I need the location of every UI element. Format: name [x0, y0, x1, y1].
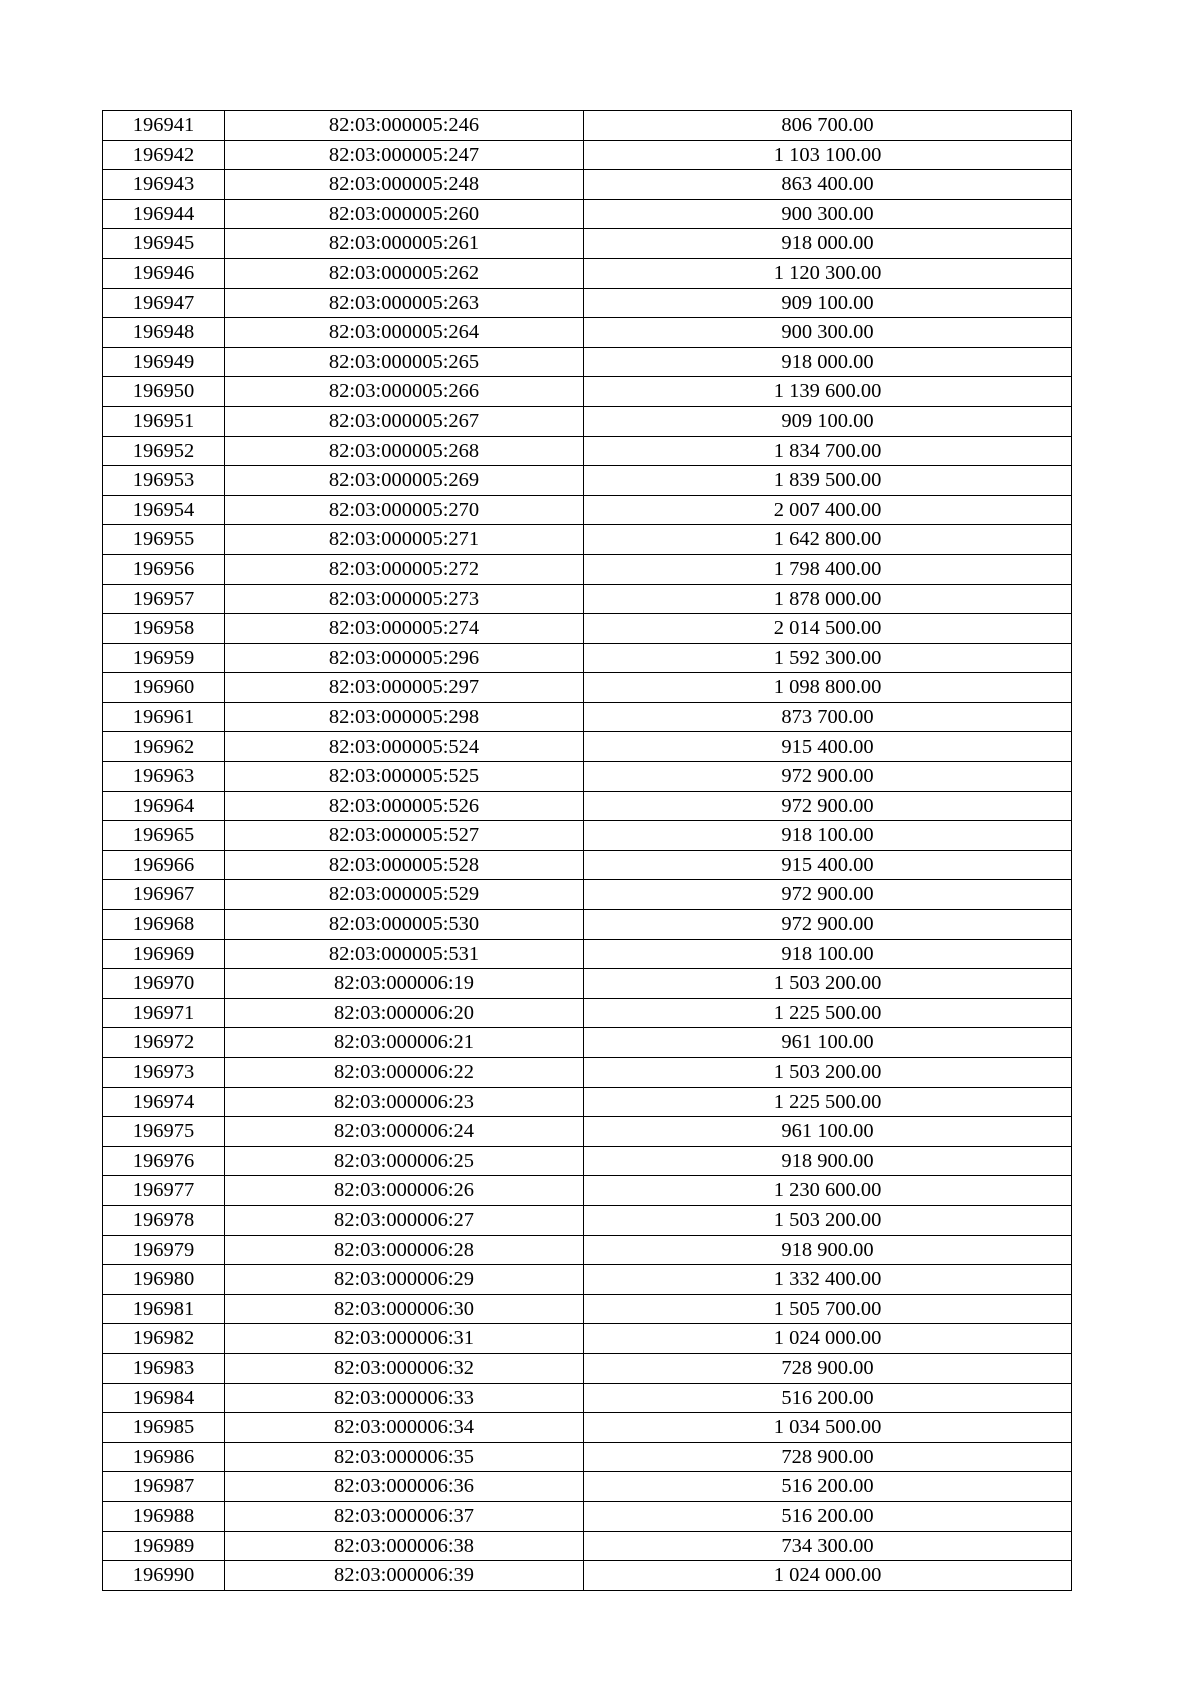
cadastral-value-cell: 1 642 800.00: [584, 525, 1072, 555]
cadastral-value-cell: 1 503 200.00: [584, 969, 1072, 999]
table-row: [103, 436, 1072, 466]
table-row: [103, 1472, 1072, 1502]
row-number-cell: 196972: [103, 1028, 225, 1058]
cadastral-number-cell: 82:03:000006:21: [225, 1028, 584, 1058]
table-row: [103, 1117, 1072, 1147]
table-row: [103, 1087, 1072, 1117]
row-number-cell: 196945: [103, 229, 225, 259]
row-number-cell: 196981: [103, 1294, 225, 1324]
cadastral-value-cell: 516 200.00: [584, 1383, 1072, 1413]
cadastral-value-cell: 873 700.00: [584, 702, 1072, 732]
cadastral-number-cell: 82:03:000005:524: [225, 732, 584, 762]
table-row: [103, 880, 1072, 910]
row-number-cell: 196946: [103, 258, 225, 288]
table-row: [103, 111, 1072, 141]
cadastral-value-cell: 1 103 100.00: [584, 140, 1072, 170]
row-number-cell: 196968: [103, 910, 225, 940]
table-row: [103, 702, 1072, 732]
row-number-cell: 196962: [103, 732, 225, 762]
cadastral-value-table: [102, 110, 1072, 1591]
cadastral-value-cell: 1 034 500.00: [584, 1413, 1072, 1443]
table-row: [103, 643, 1072, 673]
cadastral-value-cell: 1 024 000.00: [584, 1561, 1072, 1591]
cadastral-value-cell: 972 900.00: [584, 910, 1072, 940]
cadastral-value-cell: 918 100.00: [584, 939, 1072, 969]
cadastral-value-cell: 900 300.00: [584, 199, 1072, 229]
row-number-cell: 196950: [103, 377, 225, 407]
cadastral-value-cell: 918 900.00: [584, 1235, 1072, 1265]
cadastral-value-cell: 1 592 300.00: [584, 643, 1072, 673]
cadastral-value-cell: 972 900.00: [584, 762, 1072, 792]
cadastral-number-cell: 82:03:000005:527: [225, 821, 584, 851]
row-number-cell: 196955: [103, 525, 225, 555]
table-row: [103, 140, 1072, 170]
table-row: [103, 1501, 1072, 1531]
cadastral-number-cell: 82:03:000005:270: [225, 495, 584, 525]
cadastral-number-cell: 82:03:000006:22: [225, 1058, 584, 1088]
cadastral-value-cell: 918 000.00: [584, 229, 1072, 259]
cadastral-number-cell: 82:03:000006:33: [225, 1383, 584, 1413]
table-row: [103, 347, 1072, 377]
cadastral-value-cell: 516 200.00: [584, 1501, 1072, 1531]
cadastral-number-cell: 82:03:000005:248: [225, 170, 584, 200]
cadastral-number-cell: 82:03:000006:28: [225, 1235, 584, 1265]
cadastral-number-cell: 82:03:000006:37: [225, 1501, 584, 1531]
cadastral-number-cell: 82:03:000006:31: [225, 1324, 584, 1354]
row-number-cell: 196954: [103, 495, 225, 525]
cadastral-number-cell: 82:03:000005:264: [225, 318, 584, 348]
table-row: [103, 318, 1072, 348]
row-number-cell: 196976: [103, 1146, 225, 1176]
cadastral-number-cell: 82:03:000005:272: [225, 554, 584, 584]
row-number-cell: 196949: [103, 347, 225, 377]
table-row: [103, 732, 1072, 762]
cadastral-number-cell: 82:03:000006:27: [225, 1205, 584, 1235]
row-number-cell: 196957: [103, 584, 225, 614]
table-row: [103, 466, 1072, 496]
cadastral-number-cell: 82:03:000006:20: [225, 998, 584, 1028]
cadastral-number-cell: 82:03:000006:35: [225, 1442, 584, 1472]
cadastral-value-cell: 1 503 200.00: [584, 1205, 1072, 1235]
row-number-cell: 196964: [103, 791, 225, 821]
cadastral-value-cell: 1 120 300.00: [584, 258, 1072, 288]
row-number-cell: 196979: [103, 1235, 225, 1265]
cadastral-number-cell: 82:03:000006:34: [225, 1413, 584, 1443]
table-row: [103, 791, 1072, 821]
cadastral-value-cell: 900 300.00: [584, 318, 1072, 348]
row-number-cell: 196990: [103, 1561, 225, 1591]
cadastral-number-cell: 82:03:000006:29: [225, 1265, 584, 1295]
row-number-cell: 196969: [103, 939, 225, 969]
row-number-cell: 196952: [103, 436, 225, 466]
table-row: [103, 1442, 1072, 1472]
row-number-cell: 196980: [103, 1265, 225, 1295]
row-number-cell: 196944: [103, 199, 225, 229]
table-row: [103, 1058, 1072, 1088]
cadastral-value-cell: 909 100.00: [584, 288, 1072, 318]
cadastral-number-cell: 82:03:000005:525: [225, 762, 584, 792]
cadastral-value-cell: 2 014 500.00: [584, 614, 1072, 644]
row-number-cell: 196948: [103, 318, 225, 348]
cadastral-value-cell: 734 300.00: [584, 1531, 1072, 1561]
cadastral-value-cell: 2 007 400.00: [584, 495, 1072, 525]
cadastral-value-cell: 1 024 000.00: [584, 1324, 1072, 1354]
cadastral-number-cell: 82:03:000005:297: [225, 673, 584, 703]
cadastral-number-cell: 82:03:000005:269: [225, 466, 584, 496]
row-number-cell: 196958: [103, 614, 225, 644]
cadastral-number-cell: 82:03:000006:36: [225, 1472, 584, 1502]
table-row: [103, 1265, 1072, 1295]
cadastral-value-cell: 516 200.00: [584, 1472, 1072, 1502]
row-number-cell: 196986: [103, 1442, 225, 1472]
row-number-cell: 196989: [103, 1531, 225, 1561]
cadastral-value-cell: 915 400.00: [584, 850, 1072, 880]
row-number-cell: 196970: [103, 969, 225, 999]
cadastral-number-cell: 82:03:000005:526: [225, 791, 584, 821]
cadastral-number-cell: 82:03:000005:246: [225, 111, 584, 141]
cadastral-number-cell: 82:03:000005:266: [225, 377, 584, 407]
row-number-cell: 196959: [103, 643, 225, 673]
cadastral-value-cell: 728 900.00: [584, 1442, 1072, 1472]
table-row: [103, 1205, 1072, 1235]
table-row: [103, 554, 1072, 584]
row-number-cell: 196987: [103, 1472, 225, 1502]
cadastral-number-cell: 82:03:000005:530: [225, 910, 584, 940]
cadastral-value-cell: 909 100.00: [584, 406, 1072, 436]
cadastral-number-cell: 82:03:000005:262: [225, 258, 584, 288]
cadastral-number-cell: 82:03:000005:265: [225, 347, 584, 377]
cadastral-number-cell: 82:03:000005:271: [225, 525, 584, 555]
cadastral-value-cell: 918 100.00: [584, 821, 1072, 851]
table-row: [103, 910, 1072, 940]
cadastral-value-cell: 1 225 500.00: [584, 1087, 1072, 1117]
table-row: [103, 170, 1072, 200]
row-number-cell: 196963: [103, 762, 225, 792]
cadastral-value-cell: 1 839 500.00: [584, 466, 1072, 496]
row-number-cell: 196988: [103, 1501, 225, 1531]
cadastral-value-cell: 1 503 200.00: [584, 1058, 1072, 1088]
cadastral-number-cell: 82:03:000005:261: [225, 229, 584, 259]
row-number-cell: 196978: [103, 1205, 225, 1235]
table-row: [103, 288, 1072, 318]
cadastral-value-cell: 972 900.00: [584, 880, 1072, 910]
cadastral-number-cell: 82:03:000005:528: [225, 850, 584, 880]
table-row: [103, 495, 1072, 525]
row-number-cell: 196974: [103, 1087, 225, 1117]
cadastral-number-cell: 82:03:000005:274: [225, 614, 584, 644]
cadastral-value-cell: 1 798 400.00: [584, 554, 1072, 584]
table-row: [103, 1235, 1072, 1265]
table-row: [103, 1413, 1072, 1443]
table-row: [103, 229, 1072, 259]
table-row: [103, 1028, 1072, 1058]
cadastral-value-cell: 961 100.00: [584, 1117, 1072, 1147]
cadastral-number-cell: 82:03:000005:260: [225, 199, 584, 229]
cadastral-number-cell: 82:03:000005:263: [225, 288, 584, 318]
table-row: [103, 1561, 1072, 1591]
cadastral-value-cell: 863 400.00: [584, 170, 1072, 200]
table-row: [103, 614, 1072, 644]
table-row: [103, 821, 1072, 851]
row-number-cell: 196977: [103, 1176, 225, 1206]
cadastral-value-cell: 1 225 500.00: [584, 998, 1072, 1028]
table-row: [103, 969, 1072, 999]
table-row: [103, 406, 1072, 436]
table-row: [103, 1353, 1072, 1383]
cadastral-value-cell: 1 834 700.00: [584, 436, 1072, 466]
cadastral-value-cell: 972 900.00: [584, 791, 1072, 821]
row-number-cell: 196956: [103, 554, 225, 584]
cadastral-number-cell: 82:03:000005:298: [225, 702, 584, 732]
cadastral-value-cell: 1 878 000.00: [584, 584, 1072, 614]
cadastral-value-cell: 1 098 800.00: [584, 673, 1072, 703]
table-row: [103, 258, 1072, 288]
cadastral-number-cell: 82:03:000005:247: [225, 140, 584, 170]
row-number-cell: 196941: [103, 111, 225, 141]
cadastral-number-cell: 82:03:000005:529: [225, 880, 584, 910]
cadastral-number-cell: 82:03:000006:39: [225, 1561, 584, 1591]
table-row: [103, 998, 1072, 1028]
cadastral-number-cell: 82:03:000005:296: [225, 643, 584, 673]
cadastral-number-cell: 82:03:000006:19: [225, 969, 584, 999]
row-number-cell: 196943: [103, 170, 225, 200]
table-row: [103, 673, 1072, 703]
table-row: [103, 850, 1072, 880]
cadastral-value-cell: 961 100.00: [584, 1028, 1072, 1058]
row-number-cell: 196942: [103, 140, 225, 170]
cadastral-number-cell: 82:03:000006:38: [225, 1531, 584, 1561]
row-number-cell: 196965: [103, 821, 225, 851]
table-row: [103, 377, 1072, 407]
cadastral-number-cell: 82:03:000005:268: [225, 436, 584, 466]
cadastral-number-cell: 82:03:000005:531: [225, 939, 584, 969]
table-row: [103, 584, 1072, 614]
row-number-cell: 196961: [103, 702, 225, 732]
row-number-cell: 196971: [103, 998, 225, 1028]
table-row: [103, 1146, 1072, 1176]
table-row: [103, 525, 1072, 555]
cadastral-number-cell: 82:03:000005:267: [225, 406, 584, 436]
table-row: [103, 762, 1072, 792]
cadastral-value-cell: 918 900.00: [584, 1146, 1072, 1176]
row-number-cell: 196984: [103, 1383, 225, 1413]
cadastral-value-cell: 915 400.00: [584, 732, 1072, 762]
cadastral-number-cell: 82:03:000006:30: [225, 1294, 584, 1324]
cadastral-number-cell: 82:03:000006:24: [225, 1117, 584, 1147]
row-number-cell: 196975: [103, 1117, 225, 1147]
cadastral-value-cell: 806 700.00: [584, 111, 1072, 141]
table-row: [103, 1294, 1072, 1324]
cadastral-value-cell: 1 332 400.00: [584, 1265, 1072, 1295]
table-row: [103, 1176, 1072, 1206]
cadastral-value-cell: 728 900.00: [584, 1353, 1072, 1383]
row-number-cell: 196967: [103, 880, 225, 910]
row-number-cell: 196960: [103, 673, 225, 703]
table-body: [103, 111, 1072, 1591]
cadastral-number-cell: 82:03:000006:32: [225, 1353, 584, 1383]
table-row: [103, 939, 1072, 969]
row-number-cell: 196966: [103, 850, 225, 880]
row-number-cell: 196947: [103, 288, 225, 318]
cadastral-value-cell: 1 139 600.00: [584, 377, 1072, 407]
cadastral-value-cell: 918 000.00: [584, 347, 1072, 377]
table-row: [103, 1383, 1072, 1413]
cadastral-value-cell: 1 505 700.00: [584, 1294, 1072, 1324]
cadastral-number-cell: 82:03:000006:23: [225, 1087, 584, 1117]
table-row: [103, 199, 1072, 229]
cadastral-number-cell: 82:03:000005:273: [225, 584, 584, 614]
row-number-cell: 196953: [103, 466, 225, 496]
row-number-cell: 196985: [103, 1413, 225, 1443]
row-number-cell: 196951: [103, 406, 225, 436]
row-number-cell: 196982: [103, 1324, 225, 1354]
cadastral-number-cell: 82:03:000006:26: [225, 1176, 584, 1206]
row-number-cell: 196973: [103, 1058, 225, 1088]
table-row: [103, 1324, 1072, 1354]
cadastral-value-cell: 1 230 600.00: [584, 1176, 1072, 1206]
cadastral-number-cell: 82:03:000006:25: [225, 1146, 584, 1176]
table-row: [103, 1531, 1072, 1561]
row-number-cell: 196983: [103, 1353, 225, 1383]
